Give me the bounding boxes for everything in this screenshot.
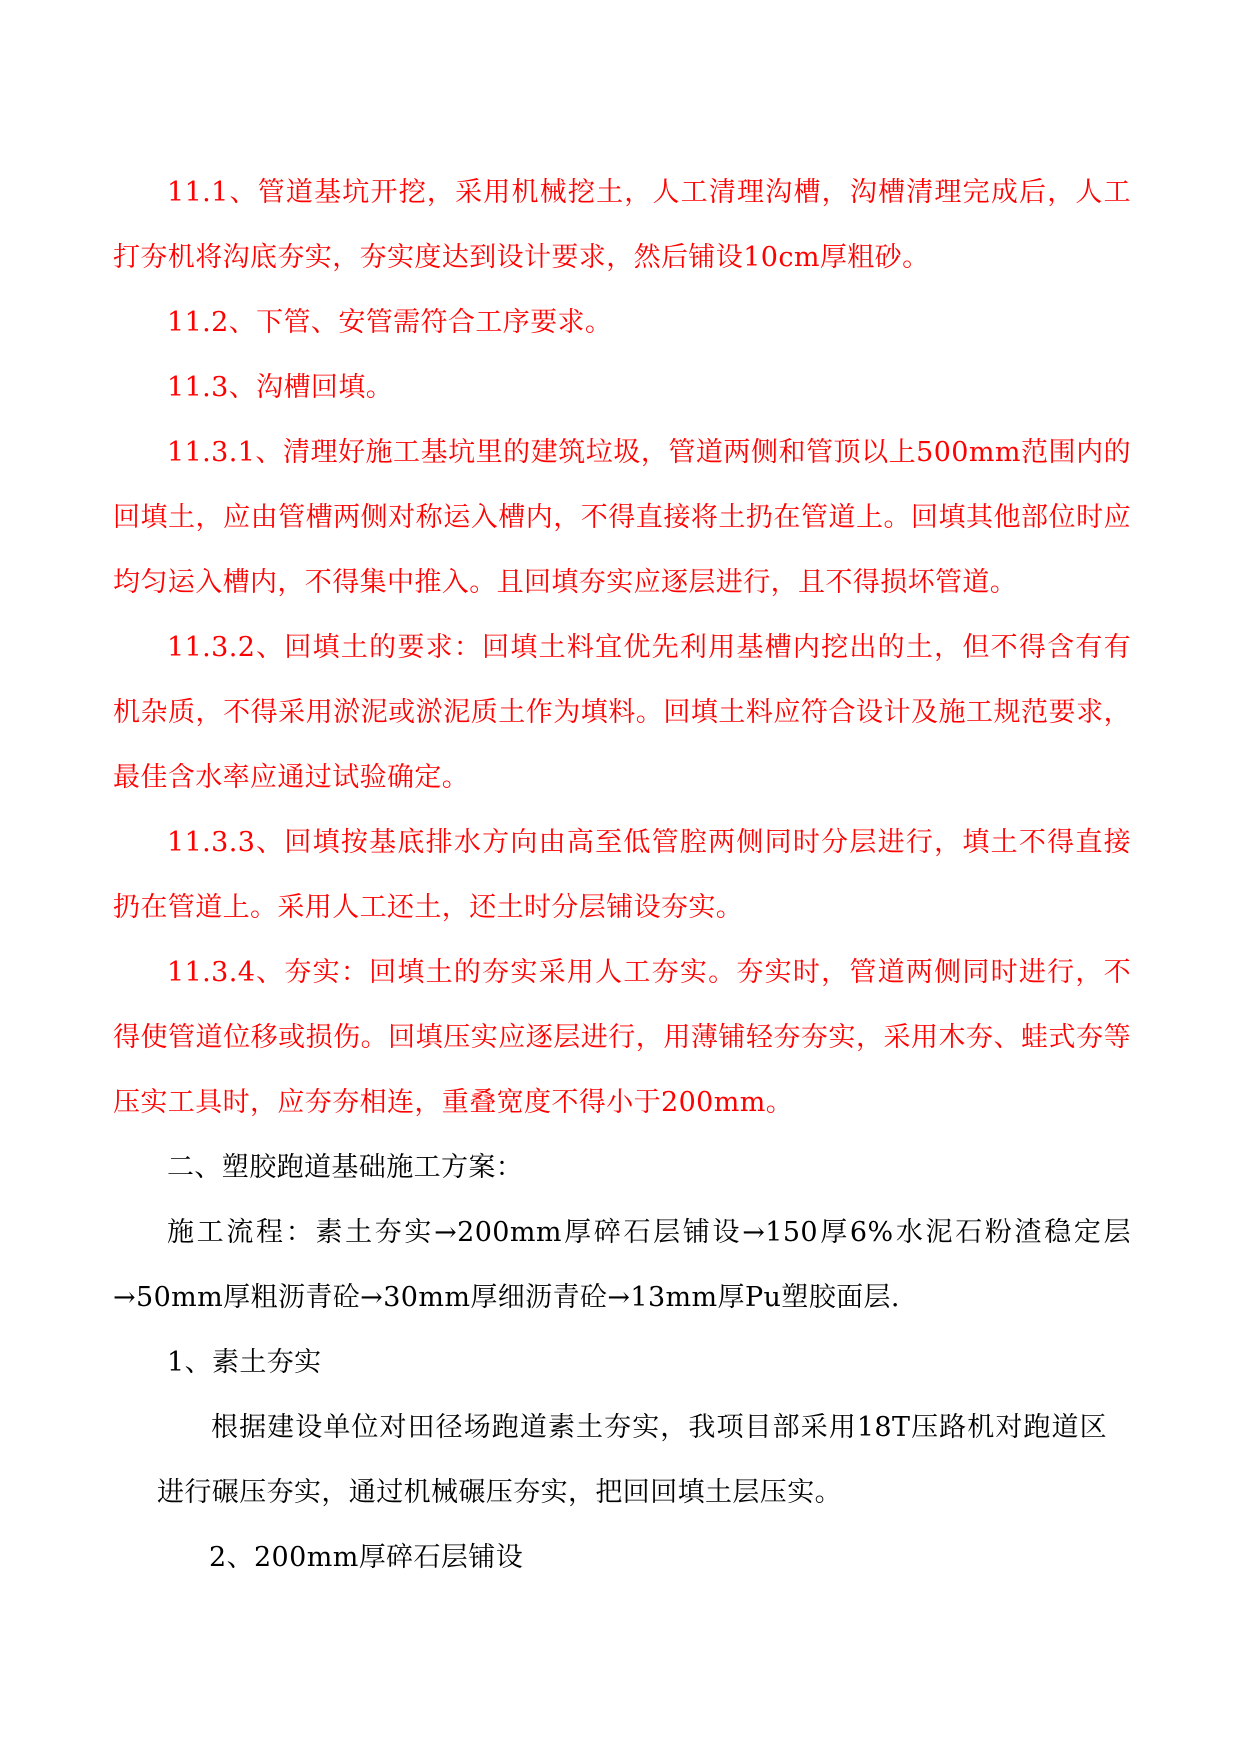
paragraph-11-2: 11.2、下管、安管需符合工序要求。 [167,307,613,338]
subheading-gravel-layer: 2、200mm厚碎石层铺设 [209,1542,524,1573]
paragraph-soil-compaction: 根据建设单位对田径场跑道素土夯实，我项目部采用18T压路机对跑道区进行碾压夯实，通过机械碾压夯实，把回回填土层压实。 [157,1412,1107,1508]
paragraph-11-3-4: 11.3.4、夯实：回填土的夯实采用人工夯实。夯实时，管道两侧同时进行，不得使管道位移或损伤。回填压实应逐层进行，用薄铺轻夯夯实，采用木夯、蛙式夯等压实工具时，应夯夯相连，重叠宽度不得小于200mm。 [113,957,1131,1118]
paragraph-11-3: 11.3、沟槽回填。 [167,372,394,403]
paragraph-11-3-2: 11.3.2、回填土的要求：回填土料宜优先利用基槽内挖出的土，但不得含有有机杂质，不得采用淤泥或淤泥质土作为填料。回填土料应符合设计及施工规范要求，最佳含水率应通过试验确定。 [113,632,1131,793]
section-heading-track-foundation: 二、塑胶跑道基础施工方案： [167,1152,524,1183]
paragraph-11-3-1: 11.3.1、清理好施工基坑里的建筑垃圾，管道两侧和管顶以上500mm范围内的回填土，应由管槽两侧对称运入槽内，不得直接将土扔在管道上。回填其他部位时应均匀运入槽内，不得集中推入。且回填夯实应逐层进行，且不得损坏管道。 [113,437,1131,598]
paragraph-11-1: 11.1、管道基坑开挖，采用机械挖土，人工清理沟槽，沟槽清理完成后，人工打夯机将沟底夯实，夯实度达到设计要求，然后铺设10cm厚粗砂。 [113,177,1131,273]
paragraph-construction-flow: 施工流程：素土夯实→200mm厚碎石层铺设→150厚6%水泥石粉渣稳定层→50mm厚粗沥青砼→30mm厚细沥青砼→13mm厚Pu塑胶面层. [113,1217,1131,1313]
document-body [113,160,1131,1590]
subheading-soil-compaction: 1、素土夯实 [167,1347,322,1378]
paragraph-11-3-3: 11.3.3、回填按基底排水方向由高至低管腔两侧同时分层进行，填土不得直接扔在管道上。采用人工还土，还土时分层铺设夯实。 [113,827,1131,923]
